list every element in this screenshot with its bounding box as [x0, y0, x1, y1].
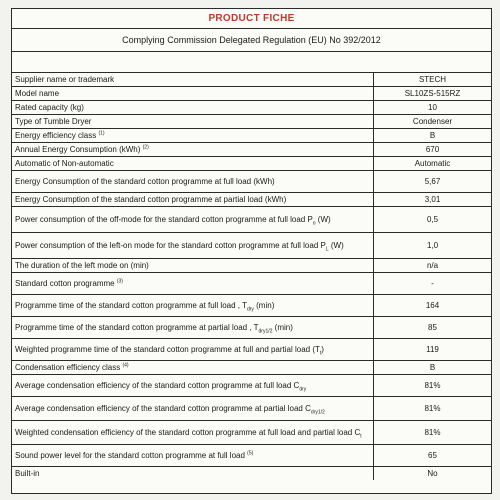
specification-table: [12, 73, 491, 480]
table-row: [12, 207, 491, 233]
row-label-text: Standard cotton programme: [15, 278, 115, 288]
row-label-text: Annual Energy Consumption (kWh): [15, 144, 141, 154]
row-label: [12, 157, 374, 171]
row-label-text: Type of Tumble Dryer: [15, 116, 92, 126]
table-row: [12, 445, 491, 467]
row-label: [12, 397, 374, 421]
label-subscript: dry: [299, 386, 307, 393]
row-value: n/a: [374, 259, 492, 273]
row-label: [12, 87, 374, 101]
row-label-text: Average condensation efficiency of the standard cotton programme at partial load C: [15, 403, 311, 413]
row-value: 164: [374, 295, 492, 317]
table-row: [12, 259, 491, 273]
row-label-text: Rated capacity (kg): [15, 102, 84, 112]
footnote-marker: (3): [116, 277, 123, 284]
footnote-marker: (5): [247, 449, 254, 456]
row-value: Condenser: [374, 115, 492, 129]
table-row: [12, 115, 491, 129]
row-value: SL10ZS-515RZ: [374, 87, 492, 101]
fiche-title: PRODUCT FICHE: [12, 9, 491, 29]
footnote-marker: (2): [142, 143, 149, 150]
row-label: [12, 467, 374, 481]
footnote-marker: (4): [122, 361, 129, 368]
row-label: [12, 361, 374, 375]
table-row: [12, 421, 491, 445]
row-label: [12, 193, 374, 207]
fiche-subtitle: Complying Commission Delegated Regulation (EU) No 392/2012: [12, 29, 491, 52]
row-value: Automatic: [374, 157, 492, 171]
row-label: [12, 101, 374, 115]
row-label-text: Model name: [15, 88, 60, 98]
row-value: 119: [374, 339, 492, 361]
row-label: [12, 445, 374, 467]
row-label-text: Power consumption of the off-mode for the standard cotton programme at full load P: [15, 214, 313, 224]
row-value: No: [427, 468, 438, 478]
row-label-tail: (W): [328, 240, 344, 250]
label-subscript: t: [319, 350, 322, 357]
row-label-text: Weighted condensation efficiency of the standard cotton programme at full load and partial load C: [15, 427, 361, 437]
label-subscript: L: [325, 246, 329, 253]
table-row: [12, 361, 491, 375]
spacer-row: [12, 52, 491, 73]
row-value: 0,5: [374, 207, 492, 233]
row-value: -: [374, 273, 492, 295]
row-label-text: Energy efficiency class: [15, 130, 97, 140]
table-row: [12, 157, 491, 171]
table-row: [12, 317, 491, 339]
row-value: 670: [374, 143, 492, 157]
row-value: 65: [374, 445, 492, 467]
row-label: [12, 317, 374, 339]
label-subscript: dry1/2: [258, 328, 273, 335]
row-value: B: [374, 129, 492, 143]
row-value: 81%: [374, 421, 492, 445]
table-row: [12, 171, 491, 193]
label-subscript: t: [360, 433, 362, 440]
table-row: [12, 339, 491, 361]
footnote-marker: (1): [98, 129, 105, 136]
label-subscript: dry: [246, 306, 254, 313]
row-label: [12, 207, 374, 233]
label-subscript: dry1/2: [310, 409, 325, 416]
row-value: 5,67: [374, 171, 492, 193]
row-label-text: Automatic of Non-automatic: [15, 158, 114, 168]
row-value: STECH: [374, 73, 492, 87]
row-value: 81%: [374, 375, 492, 397]
table-row: [12, 273, 491, 295]
row-label-tail: (min): [253, 300, 275, 310]
table-row: [12, 87, 491, 101]
row-label: [12, 375, 374, 397]
row-label-text: Average condensation efficiency of the standard cotton programme at full load C: [15, 380, 300, 390]
table-row: [12, 233, 491, 259]
row-label-text: Sound power level for the standard cotton programme at full load: [15, 450, 245, 460]
row-label: [12, 259, 374, 273]
row-label-tail: ): [321, 344, 324, 354]
table-row: [12, 101, 491, 115]
row-label-text: Supplier name or trademark: [15, 74, 115, 84]
row-label-text: Programme time of the standard cotton programme at full load , T: [15, 300, 247, 310]
row-value: 81%: [374, 397, 492, 421]
table-row: [12, 193, 491, 207]
row-label-text: The duration of the left mode on (min): [15, 260, 149, 270]
row-label: [12, 273, 374, 295]
row-label: [12, 129, 374, 143]
row-value: 10: [374, 101, 492, 115]
row-label: [12, 143, 374, 157]
row-label-text: Energy Consumption of the standard cotton programme at full load (kWh): [15, 176, 275, 186]
row-label-text: Built-in: [15, 468, 40, 478]
row-value: 1,0: [374, 233, 492, 259]
row-label-tail: (W): [315, 214, 331, 224]
row-label-text: Energy Consumption of the standard cotton programme at partial load (kWh): [15, 194, 287, 204]
row-label-text: Weighted programme time of the standard cotton programme at full and partial load (T: [15, 344, 320, 354]
table-row: [12, 375, 491, 397]
table-row: [12, 129, 491, 143]
table-row: [12, 467, 491, 481]
row-value: B: [374, 361, 492, 375]
row-label: [12, 421, 374, 445]
row-label: [12, 115, 374, 129]
product-fiche-sheet: [11, 8, 492, 494]
table-row: [12, 397, 491, 421]
row-label: [12, 339, 374, 361]
row-label-text: Power consumption of the left-on mode for the standard cotton programme at full load P: [15, 240, 326, 250]
row-label: [12, 73, 374, 87]
label-subscript: o: [312, 220, 316, 227]
row-label: [12, 295, 374, 317]
row-label: [12, 171, 374, 193]
row-label-text: Programme time of the standard cotton programme at partial load , T: [15, 322, 259, 332]
table-row: [12, 73, 491, 87]
row-label: [12, 233, 374, 259]
table-row: [12, 295, 491, 317]
row-label-text: Condensation efficiency class: [15, 362, 121, 372]
row-label-tail: (min): [272, 322, 293, 332]
row-value: 3,01: [374, 193, 492, 207]
table-row: [12, 143, 491, 157]
row-value: 85: [374, 317, 492, 339]
